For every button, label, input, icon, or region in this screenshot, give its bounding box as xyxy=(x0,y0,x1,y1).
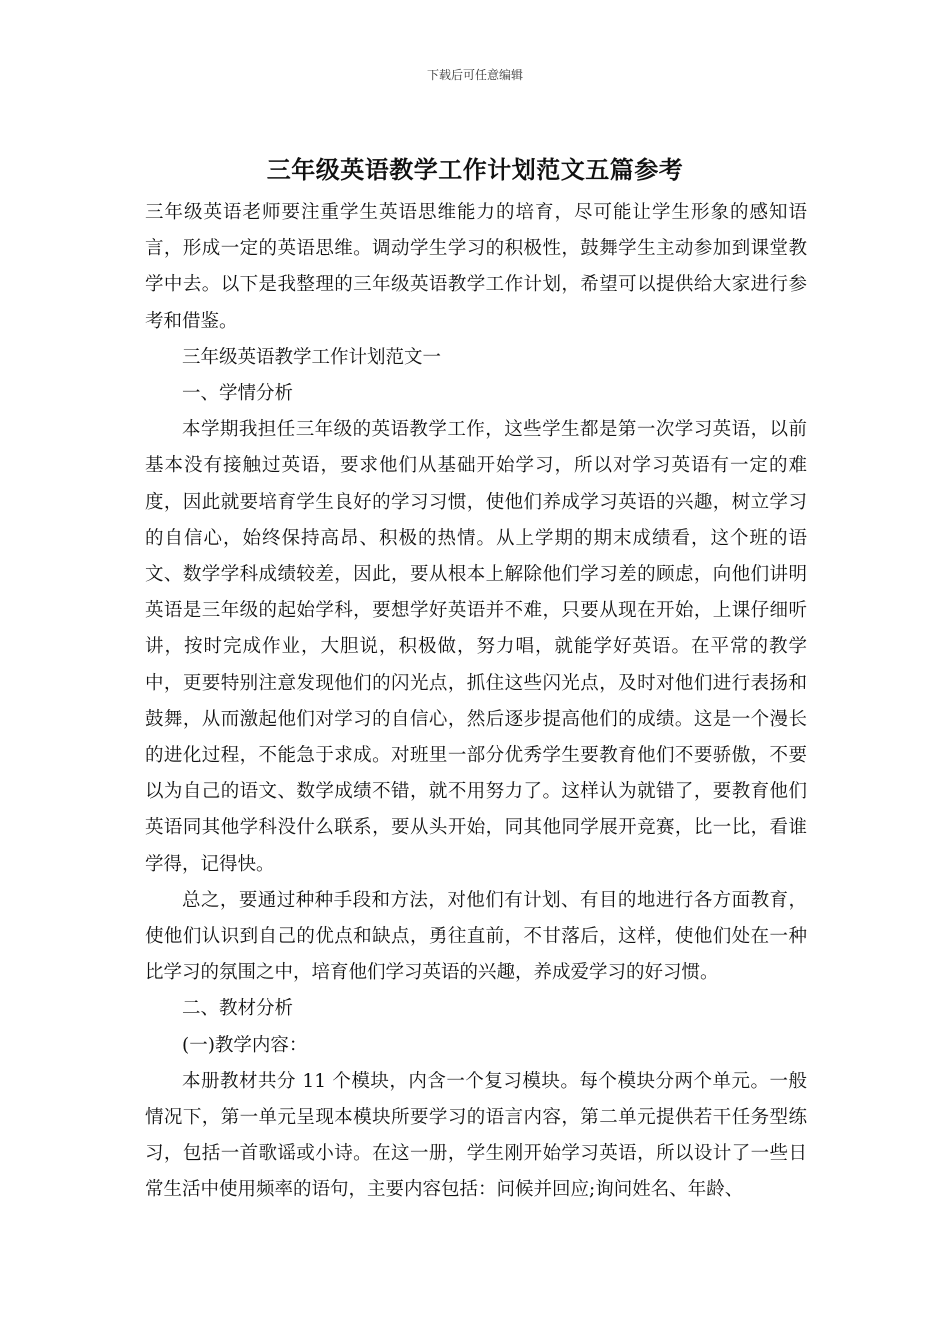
section-heading-sample-one: 三年级英语教学工作计划范文一 xyxy=(182,346,442,368)
summary-paragraph: 总之，要通过种种手段和方法，对他们有计划、有目的地进行各方面教育，使他们认识到自己的优点和缺点，勇往直前，不甘落后，这样，使他们处在一种比学习的氛围之中，培育他们学习英语的兴趣，养成爱学习的好习惯。 xyxy=(145,889,807,984)
section-heading-textbook-analysis: 二、教材分析 xyxy=(182,998,294,1020)
student-analysis-paragraph: 本学期我担任三年级的英语教学工作，这些学生都是第一次学习英语，以前基本没有接触过英语，要求他们从基础开始学习，所以对学习英语有一定的难度，因此就要培育学生良好的学习习惯，使他们养成学习英语的兴趣，树立学习的自信心，始终保持高昂、积极的热情。从上学期的期末成绩看，这个班的语文、数学学科成绩较差，因此，要从根本上解除他们学习差的顾虑，向他们讲明英语是三年级的起始学科，要想学好英语并不难，只要从现在开始，上课仔细听讲，按时完成作业，大胆说，积极做，努力唱，就能学好英语。在平常的教学中，更要特别注意发现他们的闪光点，抓住这些闪光点，及时对他们进行表扬和鼓舞，从而激起他们对学习的自信心，然后逐步提高他们的成绩。这是一个漫长的进化过程，不能急于求成。对班里一部分优秀学生要教育他们不要骄傲，不要以为自己的语文、数学成绩不错，就不用努力了。这样认为就错了，要教育他们英语同其他学科没什么联系，要从头开始，同其他同学展开竞赛，比一比，看谁学得，记得快。 xyxy=(145,419,807,875)
subheading-teaching-content: (一)教学内容： xyxy=(182,1034,308,1056)
document-title: 三年级英语教学工作计划范文五篇参考 xyxy=(266,155,684,184)
header-note: 下载后可任意编辑 xyxy=(426,68,523,82)
intro-paragraph: 三年级英语老师要注重学生英语思维能力的培育，尽可能让学生形象的感知语言，形成一定的英语思维。调动学生学习的积极性，鼓舞学生主动参加到课堂教学中去。以下是我整理的三年级英语教学工作计划，希望可以提供给大家进行参考和借鉴。 xyxy=(145,202,807,332)
section-heading-student-analysis: 一、学情分析 xyxy=(182,383,294,405)
document-body xyxy=(145,195,807,1209)
teaching-content-paragraph: 本册教材共分 11 个模块，内含一个复习模块。每个模块分两个单元。一般情况下，第一单元呈现本模块所要学习的语言内容，第二单元提供若干任务型练习，包括一首歌谣或小诗。在这一册，学生刚开始学习英语，所以设计了一些日常生活中使用频率的语句，主要内容包括：问候并回应;询问姓名、年龄、 xyxy=(145,1070,807,1201)
